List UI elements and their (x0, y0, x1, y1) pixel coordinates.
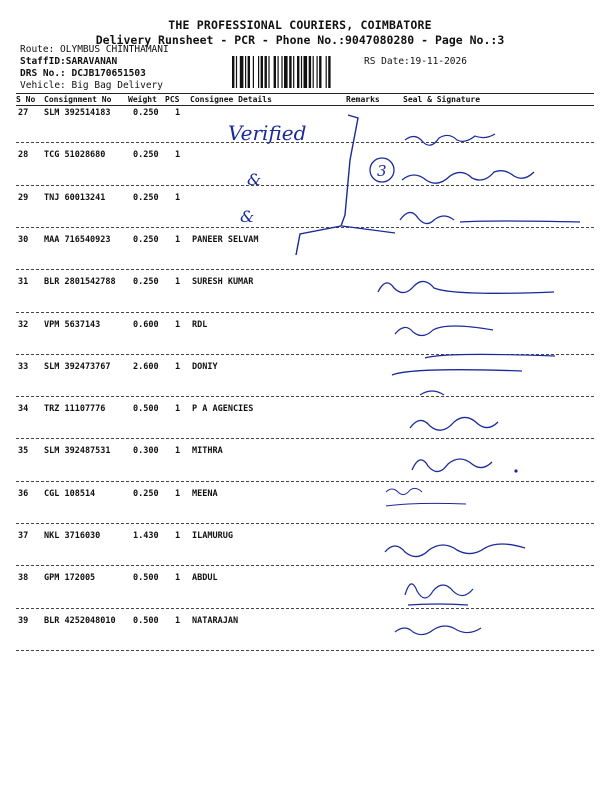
barcode-bar (326, 56, 327, 88)
signature-verified: Verified (228, 121, 307, 145)
row-sno: 30 (18, 234, 29, 245)
row-pcs: 1 (175, 319, 181, 330)
row-weight: 0.500 (133, 404, 159, 415)
header-top-rule (16, 93, 594, 94)
row-consignment-no: BLR 4252048010 (44, 615, 116, 626)
barcode-bar (240, 56, 244, 88)
barcode-bar (319, 56, 321, 88)
signature-scrawl (402, 171, 534, 184)
row-divider (16, 523, 594, 524)
row-sno: 29 (18, 192, 29, 203)
col-pcs: PCS (165, 95, 180, 104)
ditto-mark: & (240, 207, 255, 226)
row-pcs: 1 (175, 615, 181, 626)
row-consignee: DONIY (192, 361, 218, 372)
barcode-bar (304, 56, 308, 88)
barcode-bar (297, 56, 299, 88)
row-pcs: 1 (175, 234, 181, 245)
vehicle-label: Vehicle: Big Bag Delivery (20, 80, 163, 91)
barcode (232, 56, 362, 88)
row-divider (16, 608, 594, 609)
staff-id: StaffID:SARAVANAN (20, 56, 118, 67)
row-consignee: ILAMURUG (192, 531, 233, 541)
row-weight: 0.250 (133, 488, 159, 499)
row-pcs: 1 (175, 488, 181, 499)
signature-scrawl (386, 488, 466, 506)
signature-scrawl (425, 354, 555, 358)
row-weight: 0.500 (133, 615, 159, 626)
signature-scrawl (395, 326, 493, 336)
row-pcs: 1 (175, 108, 181, 118)
drs-number: DRS No.: DCJB170651503 (20, 68, 146, 79)
row-consignee: NATARAJAN (192, 615, 239, 626)
row-divider (16, 396, 594, 397)
signature-dot (514, 469, 517, 472)
barcode-bar (289, 56, 291, 88)
row-consignment-no: SLM 392514183 (44, 108, 111, 118)
row-pcs: 1 (175, 361, 181, 372)
row-pcs: 1 (175, 192, 181, 203)
row-pcs: 1 (175, 446, 181, 457)
signature-scrawl (405, 134, 495, 145)
signature-scrawl (400, 212, 580, 223)
row-consignee: MEENA (192, 488, 218, 499)
row-consignment-no: CGL 108514 (44, 488, 96, 499)
col-remarks: Remarks (346, 95, 380, 104)
col-seal-signature: Seal & Signature (403, 95, 481, 104)
row-divider (16, 438, 594, 439)
row-consignment-no: MAA 716540923 (44, 234, 111, 245)
signature-scrawl (405, 584, 473, 605)
barcode-bar (313, 56, 314, 88)
barcode-bar (293, 56, 294, 88)
row-weight: 0.250 (133, 277, 159, 288)
row-divider (16, 312, 594, 313)
row-sno: 36 (18, 488, 29, 499)
row-pcs: 1 (175, 150, 181, 161)
row-divider (16, 227, 594, 228)
barcode-bar (232, 56, 234, 88)
signature-scrawl (392, 370, 522, 395)
header-bottom-rule (16, 105, 594, 106)
signature-scrawl (395, 626, 481, 635)
row-weight: 2.600 (133, 361, 159, 372)
col-consignee: Consignee Details (190, 95, 272, 104)
row-sno: 38 (18, 573, 29, 584)
signature-scrawl (385, 544, 525, 557)
barcode-bar (309, 56, 311, 88)
rs-date: RS Date:19-11-2026 (364, 56, 467, 67)
page-title: THE PROFESSIONAL COURIERS, COIMBATORE (168, 18, 432, 32)
barcode-bar (265, 56, 267, 88)
row-weight: 0.250 (133, 234, 159, 245)
row-sno: 31 (18, 277, 29, 288)
barcode-bar (274, 56, 276, 88)
signature-scrawl (410, 417, 498, 430)
ditto-mark: & (247, 170, 262, 189)
circled-mark (370, 158, 394, 182)
row-sno: 34 (18, 404, 29, 415)
barcode-bar (236, 56, 237, 88)
row-weight: 0.300 (133, 446, 159, 457)
row-sno: 27 (18, 108, 29, 118)
barcode-bar (268, 56, 269, 88)
row-sno: 32 (18, 319, 29, 330)
row-consignment-no: BLR 2801542788 (44, 277, 116, 288)
row-weight: 0.500 (133, 573, 159, 584)
row-consignee: MITHRA (192, 446, 223, 457)
barcode-bar (261, 56, 263, 88)
barcode-bar (317, 56, 318, 88)
row-pcs: 1 (175, 531, 181, 541)
barcode-bar (328, 56, 330, 88)
route-label: Route: OLYMBUS CHINTHAMANI (20, 44, 169, 55)
row-weight: 1.430 (133, 531, 159, 541)
row-divider (16, 650, 594, 651)
row-consignee: SURESH KUMAR (192, 277, 254, 288)
page-subtitle: Delivery Runsheet - PCR - Phone No.:9047080280 - Page No.:3 (95, 33, 505, 47)
row-sno: 37 (18, 531, 29, 541)
row-divider (16, 185, 594, 186)
row-consignment-no: GPM 172005 (44, 573, 96, 584)
row-consignment-no: TCG 51028680 (44, 150, 106, 161)
row-sno: 28 (18, 150, 29, 161)
row-weight: 0.600 (133, 319, 159, 330)
row-consignee: PANEER SELVAM (192, 234, 259, 245)
row-weight: 0.250 (133, 192, 159, 203)
barcode-bar (281, 56, 282, 88)
row-pcs: 1 (175, 573, 181, 584)
col-weight: Weight (128, 95, 157, 104)
col-sno: S No (16, 95, 36, 104)
row-divider (16, 142, 594, 143)
row-consignment-no: SLM 392487531 (44, 446, 111, 457)
signature-scrawl (378, 281, 554, 293)
row-pcs: 1 (175, 277, 181, 288)
barcode-bar (278, 56, 279, 88)
signature-scrawl (412, 459, 492, 472)
col-consignment: Consignment No (44, 95, 112, 104)
row-divider (16, 269, 594, 270)
row-divider (16, 354, 594, 355)
row-consignee: RDL (192, 319, 208, 330)
row-sno: 39 (18, 615, 29, 626)
circled-mark-text: 3 (377, 162, 387, 180)
row-sno: 35 (18, 446, 29, 457)
row-divider (16, 565, 594, 566)
row-consignment-no: VPM 5637143 (44, 319, 101, 330)
barcode-bar (248, 56, 250, 88)
row-weight: 0.250 (133, 108, 159, 118)
barcode-bar (301, 56, 302, 88)
row-consignee: ABDUL (192, 573, 218, 584)
barcode-bar (253, 56, 254, 88)
row-pcs: 1 (175, 404, 181, 415)
row-sno: 33 (18, 361, 29, 372)
barcode-bar (245, 56, 246, 88)
row-consignment-no: TNJ 60013241 (44, 192, 106, 203)
row-divider (16, 481, 594, 482)
row-weight: 0.250 (133, 150, 159, 161)
barcode-bar (284, 56, 288, 88)
row-consignment-no: SLM 392473767 (44, 361, 111, 372)
row-consignment-no: TRZ 11107776 (44, 404, 106, 415)
barcode-bar (258, 56, 259, 88)
row-consignee: P A AGENCIES (192, 404, 254, 415)
row-consignment-no: NKL 3716030 (44, 531, 101, 541)
